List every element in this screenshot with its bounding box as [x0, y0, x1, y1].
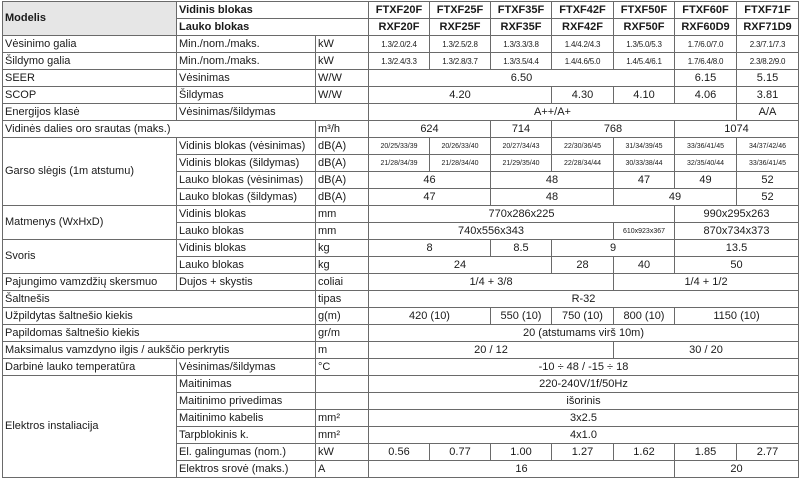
cell: 1150 (10) — [675, 308, 799, 325]
cell: 52 — [737, 189, 799, 206]
cell: 1.7/6.0/7.0 — [675, 36, 737, 53]
row-unit: kg — [316, 257, 369, 274]
cell: 21/28/34/40 — [430, 155, 491, 172]
row-label: Darbinė lauko temperatūra — [3, 359, 177, 376]
outdoor-unit-label: Lauko blokas — [177, 19, 369, 36]
cell: 990x295x263 — [675, 206, 799, 223]
cell: 33/36/41/45 — [737, 155, 799, 172]
cell: 32/35/40/44 — [675, 155, 737, 172]
row-unit — [316, 376, 369, 393]
cell: 50 — [675, 257, 799, 274]
cell: 1.3/3.3/3.8 — [491, 36, 552, 53]
cell: 48 — [491, 172, 614, 189]
cell: 1.62 — [614, 444, 675, 461]
row-sublabel: Šildymas — [177, 87, 316, 104]
row-sublabel: Maitinimo kabelis — [177, 410, 316, 427]
cell: 49 — [614, 189, 737, 206]
cell: 52 — [737, 172, 799, 189]
cell: 1.4/4.6/5.0 — [552, 53, 614, 70]
row-outdoor-temp — [3, 359, 799, 376]
row-dimensions-indoor — [3, 206, 799, 223]
row-pipe-length — [3, 342, 799, 359]
cell: 750 (10) — [552, 308, 614, 325]
row-electric-power — [3, 376, 799, 393]
row-unit: mm² — [316, 410, 369, 427]
cell: 870x734x373 — [675, 223, 799, 240]
cell: išorinis — [369, 393, 799, 410]
cell: 3.81 — [737, 87, 799, 104]
cell: 6.15 — [675, 70, 737, 87]
cell: 770x286x225 — [369, 206, 675, 223]
row-unit: kW — [316, 53, 369, 70]
cell: 20 — [675, 461, 799, 478]
row-sublabel: Lauko blokas — [177, 257, 316, 274]
row-unit: mm² — [316, 427, 369, 444]
row-unit: W/W — [316, 87, 369, 104]
cell: 2.77 — [737, 444, 799, 461]
row-sublabel: Vidinis blokas — [177, 206, 316, 223]
cell: 9 — [552, 240, 675, 257]
row-airflow — [3, 121, 799, 138]
cell: R-32 — [369, 291, 799, 308]
indoor-unit-label: Vidinis blokas — [177, 2, 369, 19]
row-seer — [3, 70, 799, 87]
row-unit: dB(A) — [316, 155, 369, 172]
cell: 420 (10) — [369, 308, 491, 325]
row-pipe-diameter — [3, 274, 799, 291]
cell: 2.3/8.2/9.0 — [737, 53, 799, 70]
cell: 1.3/2.4/3.3 — [369, 53, 430, 70]
model-ftxf35f: FTXF35F — [491, 2, 552, 19]
row-sublabel: Lauko blokas — [177, 223, 316, 240]
cell: -10 ÷ 48 / -15 ÷ 18 — [369, 359, 799, 376]
row-unit: kW — [316, 36, 369, 53]
row-unit: tipas — [316, 291, 369, 308]
cell: 4.10 — [614, 87, 675, 104]
model-rxf50f: RXF50F — [614, 19, 675, 36]
row-unit: dB(A) — [316, 189, 369, 206]
cell: 550 (10) — [491, 308, 552, 325]
row-sublabel: Min./nom./maks. — [177, 36, 316, 53]
cell: 31/34/39/45 — [614, 138, 675, 155]
cell: 22/28/34/44 — [552, 155, 614, 172]
row-label: Maksimalus vamzdyno ilgis / aukščio perkrytis — [3, 342, 316, 359]
row-sublabel: Dujos + skystis — [177, 274, 316, 291]
row-cooling-capacity — [3, 36, 799, 53]
cell: 13.5 — [675, 240, 799, 257]
cell: 8.5 — [491, 240, 552, 257]
row-unit: gr/m — [316, 325, 369, 342]
row-label: Šaltnešis — [3, 291, 316, 308]
cell: 34/37/42/46 — [737, 138, 799, 155]
cell: 714 — [491, 121, 552, 138]
cell: 1.4/5.4/6.1 — [614, 53, 675, 70]
row-unit: °C — [316, 359, 369, 376]
row-sublabel: Lauko blokas (šildymas) — [177, 189, 316, 206]
cell: 0.77 — [430, 444, 491, 461]
header-row-indoor — [3, 2, 799, 19]
cell: 6.50 — [369, 70, 675, 87]
cell: 624 — [369, 121, 491, 138]
cell: 4.06 — [675, 87, 737, 104]
row-refrigerant-charge — [3, 308, 799, 325]
model-rxf71d9: RXF71D9 — [737, 19, 799, 36]
model-ftxf60f: FTXF60F — [675, 2, 737, 19]
cell: 1.3/2.5/2.8 — [430, 36, 491, 53]
cell: 610x923x367 — [614, 223, 675, 240]
row-unit — [316, 393, 369, 410]
model-ftxf50f: FTXF50F — [614, 2, 675, 19]
cell: 8 — [369, 240, 491, 257]
row-label: Šildymo galia — [3, 53, 177, 70]
row-sublabel: Maitinimo privedimas — [177, 393, 316, 410]
row-extra-charge — [3, 325, 799, 342]
cell: 4x1.0 — [369, 427, 799, 444]
cell: 4.30 — [552, 87, 614, 104]
row-sublabel: Maitinimas — [177, 376, 316, 393]
row-unit: kW — [316, 444, 369, 461]
cell: 2.3/7.1/7.3 — [737, 36, 799, 53]
cell: 1.00 — [491, 444, 552, 461]
cell: 740x556x343 — [369, 223, 614, 240]
cell: 20 / 12 — [369, 342, 614, 359]
model-ftxf25f: FTXF25F — [430, 2, 491, 19]
cell: 768 — [552, 121, 675, 138]
cell: 5.15 — [737, 70, 799, 87]
cell: 1074 — [675, 121, 799, 138]
row-sublabel: Vėsinimas — [177, 70, 316, 87]
model-rxf35f: RXF35F — [491, 19, 552, 36]
cell: 1.3/2.8/3.7 — [430, 53, 491, 70]
row-label: SCOP — [3, 87, 177, 104]
row-sublabel: Vėsinimas/šildymas — [177, 104, 369, 121]
row-label: Papildomas šaltnešio kiekis — [3, 325, 316, 342]
cell: 1.27 — [552, 444, 614, 461]
row-label: Pajungimo vamzdžių skersmuo — [3, 274, 177, 291]
cell: 49 — [675, 172, 737, 189]
row-sublabel: Lauko blokas (vėsinimas) — [177, 172, 316, 189]
cell: 20/26/33/40 — [430, 138, 491, 155]
group-label-electrical: Elektros instaliacija — [3, 376, 177, 478]
row-unit: kg — [316, 240, 369, 257]
cell: 24 — [369, 257, 552, 274]
cell: 46 — [369, 172, 491, 189]
cell: 21/29/35/40 — [491, 155, 552, 172]
row-unit: g(m) — [316, 308, 369, 325]
row-unit: A — [316, 461, 369, 478]
cell: 1/4 + 1/2 — [614, 274, 799, 291]
group-label-dimensions: Matmenys (WxHxD) — [3, 206, 177, 240]
row-sublabel: Min./nom./maks. — [177, 53, 316, 70]
row-label: Užpildytas šaltnešio kiekis — [3, 308, 316, 325]
row-unit: mm — [316, 206, 369, 223]
row-scop — [3, 87, 799, 104]
cell: 800 (10) — [614, 308, 675, 325]
cell: 1.3/5.0/5.3 — [614, 36, 675, 53]
row-energy-class — [3, 104, 799, 121]
cell: 30 / 20 — [614, 342, 799, 359]
cell: 0.56 — [369, 444, 430, 461]
cell: 1.4/4.2/4.3 — [552, 36, 614, 53]
row-heating-capacity — [3, 53, 799, 70]
cell: 47 — [369, 189, 491, 206]
row-sound-indoor-cool — [3, 138, 799, 155]
cell: 48 — [491, 189, 614, 206]
row-sublabel: Elektros srovė (maks.) — [177, 461, 316, 478]
cell: A++/A+ — [369, 104, 737, 121]
row-label: Vidinės dalies oro srautas (maks.) — [3, 121, 316, 138]
row-label: Energijos klasė — [3, 104, 177, 121]
model-ftxf42f: FTXF42F — [552, 2, 614, 19]
model-rxf42f: RXF42F — [552, 19, 614, 36]
cell: 16 — [369, 461, 675, 478]
row-unit: m³/h — [316, 121, 369, 138]
row-sublabel: Vidinis blokas (šildymas) — [177, 155, 316, 172]
cell: 47 — [614, 172, 675, 189]
row-refrigerant — [3, 291, 799, 308]
row-unit: mm — [316, 223, 369, 240]
row-sublabel: El. galingumas (nom.) — [177, 444, 316, 461]
group-label-weight: Svoris — [3, 240, 177, 274]
row-unit: dB(A) — [316, 138, 369, 155]
cell: 220-240V/1f/50Hz — [369, 376, 799, 393]
row-sublabel: Tarpblokinis k. — [177, 427, 316, 444]
cell: 4.20 — [369, 87, 552, 104]
row-sublabel: Vidinis blokas — [177, 240, 316, 257]
cell: 1.3/3.5/4.4 — [491, 53, 552, 70]
cell: 40 — [614, 257, 675, 274]
cell: 30/33/38/44 — [614, 155, 675, 172]
row-unit: m — [316, 342, 369, 359]
cell: 20/25/33/39 — [369, 138, 430, 155]
cell: 3x2.5 — [369, 410, 799, 427]
row-unit: W/W — [316, 70, 369, 87]
model-ftxf20f: FTXF20F — [369, 2, 430, 19]
cell: 1.85 — [675, 444, 737, 461]
cell: 1.3/2.0/2.4 — [369, 36, 430, 53]
model-rxf20f: RXF20F — [369, 19, 430, 36]
row-label: SEER — [3, 70, 177, 87]
model-rxf60d9: RXF60D9 — [675, 19, 737, 36]
row-unit: dB(A) — [316, 172, 369, 189]
cell: 33/36/41/45 — [675, 138, 737, 155]
row-unit: coliai — [316, 274, 369, 291]
cell: 21/28/34/39 — [369, 155, 430, 172]
row-label: Vėsinimo galia — [3, 36, 177, 53]
row-sublabel: Vėsinimas/šildymas — [177, 359, 316, 376]
model-rxf25f: RXF25F — [430, 19, 491, 36]
models-label: Modelis — [3, 2, 177, 36]
model-ftxf71f: FTXF71F — [737, 2, 799, 19]
cell: 1/4 + 3/8 — [369, 274, 614, 291]
row-weight-indoor — [3, 240, 799, 257]
cell: 1.7/6.4/8.0 — [675, 53, 737, 70]
spec-table — [2, 1, 799, 478]
group-label-sound: Garso slėgis (1m atstumu) — [3, 138, 177, 206]
cell: 22/30/36/45 — [552, 138, 614, 155]
cell: A/A — [737, 104, 799, 121]
row-sublabel: Vidinis blokas (vėsinimas) — [177, 138, 316, 155]
cell: 20 (atstumams virš 10m) — [369, 325, 799, 342]
cell: 28 — [552, 257, 614, 274]
cell: 20/27/34/43 — [491, 138, 552, 155]
